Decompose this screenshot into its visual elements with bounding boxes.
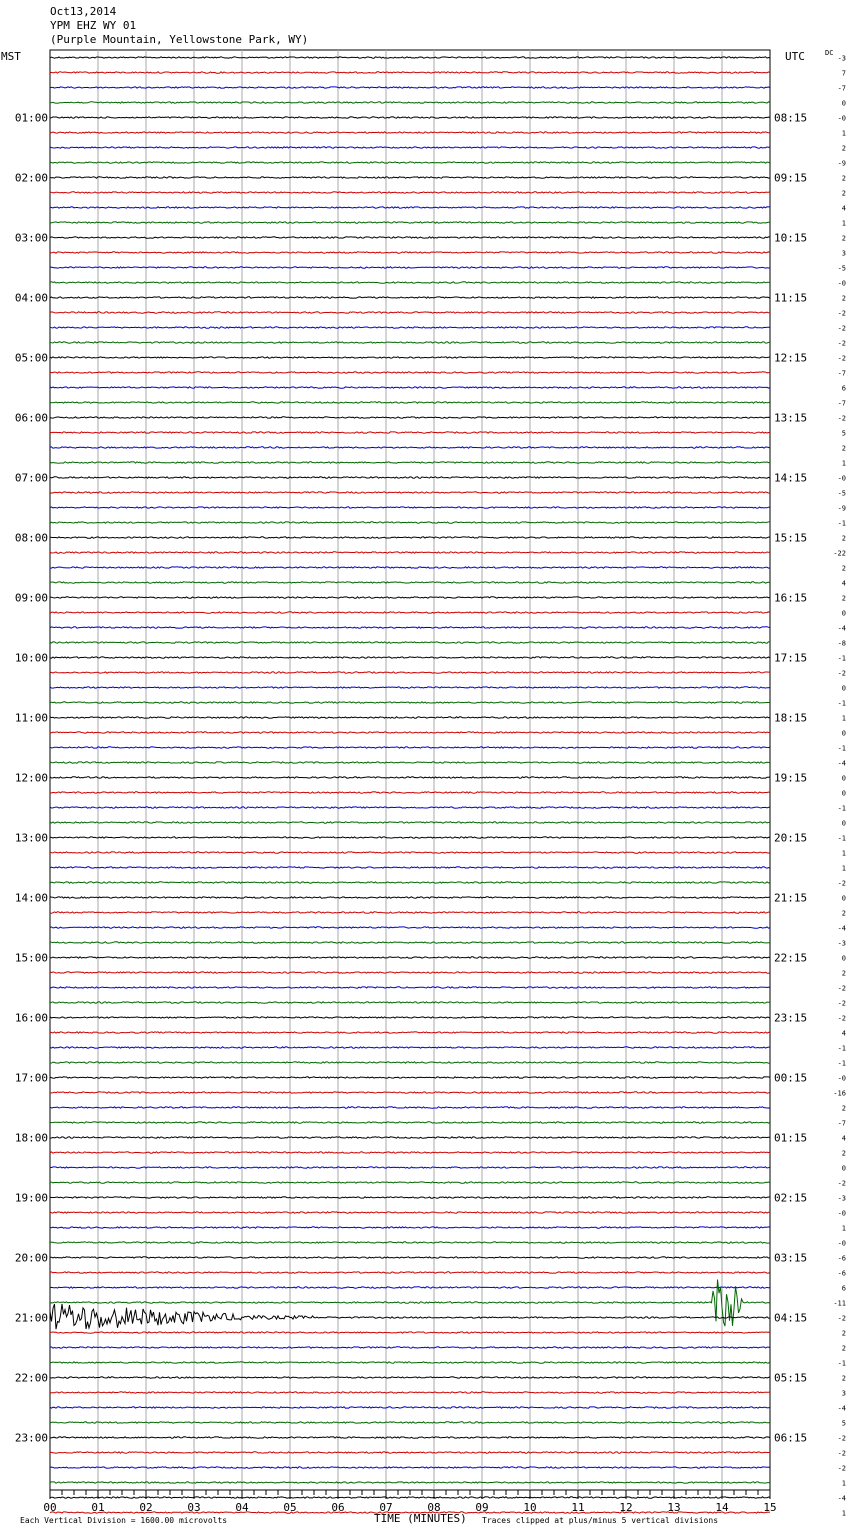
dc-offset-2: -7 bbox=[837, 84, 846, 93]
trace-92 bbox=[50, 1437, 770, 1438]
traces bbox=[50, 57, 770, 1513]
trace-34 bbox=[50, 567, 770, 568]
dc-offset-27: 1 bbox=[841, 459, 846, 468]
trace-56 bbox=[50, 897, 770, 898]
header-location: (Purple Mountain, Yellowstone Park, WY) bbox=[50, 33, 309, 46]
trace-88 bbox=[50, 1377, 770, 1378]
trace-53 bbox=[50, 852, 770, 853]
trace-20 bbox=[50, 357, 770, 358]
trace-5 bbox=[50, 132, 770, 133]
dc-offset-62: -2 bbox=[837, 984, 846, 993]
trace-25 bbox=[50, 432, 770, 433]
trace-91 bbox=[50, 1422, 770, 1423]
trace-33 bbox=[50, 552, 770, 553]
dc-offset-48: 0 bbox=[841, 774, 846, 783]
trace-87 bbox=[50, 1362, 770, 1363]
trace-29 bbox=[50, 492, 770, 493]
dc-offset-66: -1 bbox=[837, 1044, 846, 1053]
trace-96 bbox=[50, 1497, 770, 1498]
mst-hour-label: 11:00 bbox=[14, 711, 48, 725]
dc-offset-44: 1 bbox=[841, 714, 846, 723]
utc-hour-label: 19:15 bbox=[774, 771, 808, 785]
dc-offset-3: 0 bbox=[841, 99, 846, 108]
trace-66 bbox=[50, 1047, 770, 1048]
dc-offset-60: 0 bbox=[841, 954, 846, 963]
mst-hour-label: 18:00 bbox=[14, 1131, 48, 1145]
dc-offset-54: 1 bbox=[841, 864, 846, 873]
trace-19 bbox=[50, 342, 770, 343]
dc-offset-32: 2 bbox=[841, 534, 846, 543]
dc-header: DC bbox=[825, 49, 834, 57]
dc-offset-52: -1 bbox=[837, 834, 846, 843]
plot-frame bbox=[50, 50, 770, 1490]
trace-31 bbox=[50, 522, 770, 523]
dc-offset-73: 2 bbox=[841, 1149, 846, 1158]
trace-54 bbox=[50, 867, 770, 868]
trace-9 bbox=[50, 192, 770, 193]
utc-hour-label: 23:15 bbox=[774, 1011, 808, 1025]
trace-85 bbox=[50, 1332, 770, 1333]
dc-offset-69: -16 bbox=[833, 1089, 846, 1098]
mst-hour-label: 06:00 bbox=[14, 411, 48, 425]
trace-94 bbox=[50, 1467, 770, 1468]
dc-offset-83: -11 bbox=[833, 1299, 846, 1308]
trace-7 bbox=[50, 162, 770, 163]
trace-55 bbox=[50, 882, 770, 883]
dc-offset-18: -2 bbox=[837, 324, 846, 333]
dc-offset-59: -3 bbox=[837, 939, 846, 948]
trace-50 bbox=[50, 807, 770, 808]
trace-90 bbox=[50, 1407, 770, 1408]
utc-hour-label: 04:15 bbox=[774, 1311, 808, 1325]
trace-60 bbox=[50, 957, 770, 958]
mst-hour-label: 20:00 bbox=[14, 1251, 48, 1265]
utc-hour-label: 08:15 bbox=[774, 111, 808, 125]
dc-offset-34: 2 bbox=[841, 564, 846, 573]
trace-1 bbox=[50, 72, 770, 73]
trace-37 bbox=[50, 612, 770, 613]
trace-58 bbox=[50, 927, 770, 928]
trace-47 bbox=[50, 762, 770, 763]
dc-offset-11: 1 bbox=[841, 219, 846, 228]
mst-hour-label: 09:00 bbox=[14, 591, 48, 605]
x-tick-label: 09 bbox=[475, 1501, 489, 1514]
dc-offset-55: -2 bbox=[837, 879, 846, 888]
utc-hour-label: 00:15 bbox=[774, 1071, 808, 1085]
utc-hour-label: 15:15 bbox=[774, 531, 808, 545]
trace-46 bbox=[50, 747, 770, 748]
mst-hour-label: 12:00 bbox=[14, 771, 48, 785]
trace-72 bbox=[50, 1137, 770, 1138]
dc-offset-26: 2 bbox=[841, 444, 846, 453]
mst-hour-label: 05:00 bbox=[14, 351, 48, 365]
trace-6 bbox=[50, 147, 770, 148]
trace-80 bbox=[50, 1257, 770, 1258]
dc-offset-8: 2 bbox=[841, 174, 846, 183]
x-tick-label: 15 bbox=[763, 1501, 777, 1514]
dc-offset-64: -2 bbox=[837, 1014, 846, 1023]
dc-offset-33: -22 bbox=[833, 549, 846, 558]
mst-hour-label: 04:00 bbox=[14, 291, 48, 305]
dc-offset-58: -4 bbox=[837, 924, 846, 933]
utc-hour-label: 05:15 bbox=[774, 1371, 808, 1385]
dc-offset-19: -2 bbox=[837, 339, 846, 348]
dc-offset-22: 6 bbox=[841, 384, 846, 393]
trace-15 bbox=[50, 282, 770, 283]
dc-offset-88: 2 bbox=[841, 1374, 846, 1383]
dc-offset-63: -2 bbox=[837, 999, 846, 1008]
dc-offset-41: -2 bbox=[837, 669, 846, 678]
trace-16 bbox=[50, 297, 770, 298]
utc-hour-label: 09:15 bbox=[774, 171, 808, 185]
dc-offset-31: -1 bbox=[837, 519, 846, 528]
trace-41 bbox=[50, 672, 770, 673]
mst-label: MST bbox=[1, 50, 21, 63]
dc-offset-67: -1 bbox=[837, 1059, 846, 1068]
trace-22 bbox=[50, 387, 770, 388]
dc-offset-78: 1 bbox=[841, 1224, 846, 1233]
trace-21 bbox=[50, 372, 770, 373]
dc-offset-15: -0 bbox=[837, 279, 846, 288]
trace-71 bbox=[50, 1122, 770, 1123]
x-tick-label: 02 bbox=[139, 1501, 153, 1514]
dc-offset-79: -0 bbox=[837, 1239, 846, 1248]
utc-hour-label: 22:15 bbox=[774, 951, 808, 965]
dc-offset-76: -3 bbox=[837, 1194, 846, 1203]
x-tick-label: 03 bbox=[187, 1501, 201, 1514]
mst-hour-label: 07:00 bbox=[14, 471, 48, 485]
utc-hour-label: 10:15 bbox=[774, 231, 808, 245]
mst-hour-label: 10:00 bbox=[14, 651, 48, 665]
mst-hour-label: 22:00 bbox=[14, 1371, 48, 1385]
dc-offset-84: -2 bbox=[837, 1314, 846, 1323]
trace-93 bbox=[50, 1452, 770, 1453]
trace-51 bbox=[50, 822, 770, 823]
dc-offset-12: 2 bbox=[841, 234, 846, 243]
dc-offset-53: 1 bbox=[841, 849, 846, 858]
dc-offset-49: 0 bbox=[841, 789, 846, 798]
mst-hour-label: 15:00 bbox=[14, 951, 48, 965]
utc-hour-label: 13:15 bbox=[774, 411, 808, 425]
mst-hour-label: 17:00 bbox=[14, 1071, 48, 1085]
trace-57 bbox=[50, 912, 770, 913]
trace-82 bbox=[50, 1287, 770, 1288]
trace-65 bbox=[50, 1032, 770, 1033]
dc-offset-14: -5 bbox=[837, 264, 846, 273]
trace-69 bbox=[50, 1092, 770, 1093]
trace-42 bbox=[50, 687, 770, 688]
dc-offset-46: -1 bbox=[837, 744, 846, 753]
dc-offset-45: 0 bbox=[841, 729, 846, 738]
dc-offset-71: -7 bbox=[837, 1119, 846, 1128]
dc-offset-56: 0 bbox=[841, 894, 846, 903]
dc-offset-95: 1 bbox=[841, 1479, 846, 1488]
trace-77 bbox=[50, 1212, 770, 1213]
dc-offset-89: 3 bbox=[841, 1389, 846, 1398]
dc-offset-82: 6 bbox=[841, 1284, 846, 1293]
x-tick-label: 01 bbox=[91, 1501, 105, 1514]
utc-label: UTC bbox=[785, 50, 805, 63]
dc-offset-16: 2 bbox=[841, 294, 846, 303]
dc-offset-17: -2 bbox=[837, 309, 846, 318]
dc-offset-29: -5 bbox=[837, 489, 846, 498]
mst-hour-label: 08:00 bbox=[14, 531, 48, 545]
utc-hour-label: 17:15 bbox=[774, 651, 808, 665]
dc-offset-68: -0 bbox=[837, 1074, 846, 1083]
trace-63 bbox=[50, 1002, 770, 1003]
trace-52 bbox=[50, 837, 770, 838]
trace-13 bbox=[50, 252, 770, 253]
trace-17 bbox=[50, 312, 770, 313]
dc-offset-4: -0 bbox=[837, 114, 846, 123]
dc-offset-93: -2 bbox=[837, 1449, 846, 1458]
x-tick-label: 05 bbox=[283, 1501, 297, 1514]
clip-note: Traces clipped at plus/minus 5 vertical divisions bbox=[482, 1516, 719, 1525]
trace-83 bbox=[50, 1280, 770, 1327]
dc-offset-0: -3 bbox=[837, 54, 846, 63]
dc-offset-23: -7 bbox=[837, 399, 846, 408]
dc-offset-70: 2 bbox=[841, 1104, 846, 1113]
dc-offset-43: -1 bbox=[837, 699, 846, 708]
mst-hour-label: 13:00 bbox=[14, 831, 48, 845]
dc-offset-20: -2 bbox=[837, 354, 846, 363]
trace-35 bbox=[50, 582, 770, 583]
dc-offset-7: -9 bbox=[837, 159, 846, 168]
dc-offset-28: -0 bbox=[837, 474, 846, 483]
dc-offset-40: -1 bbox=[837, 654, 846, 663]
dc-offset-77: -0 bbox=[837, 1209, 846, 1218]
dc-offset-35: 4 bbox=[841, 579, 846, 588]
utc-hour-label: 12:15 bbox=[774, 351, 808, 365]
scale-note: Each Vertical Division = 1600.00 microvolts bbox=[20, 1516, 228, 1525]
x-axis-label: TIME (MINUTES) bbox=[374, 1512, 467, 1525]
mst-hour-label: 02:00 bbox=[14, 171, 48, 185]
dc-offset-5: 1 bbox=[841, 129, 846, 138]
trace-8 bbox=[50, 177, 770, 178]
x-tick-label: 07 bbox=[379, 1501, 393, 1514]
utc-hour-label: 03:15 bbox=[774, 1251, 808, 1265]
mst-hour-label: 21:00 bbox=[14, 1311, 48, 1325]
trace-79 bbox=[50, 1242, 770, 1243]
dc-offset-50: -1 bbox=[837, 804, 846, 813]
x-tick-label: 00 bbox=[43, 1501, 57, 1514]
dc-offset-39: -8 bbox=[837, 639, 846, 648]
x-tick-label: 11 bbox=[571, 1501, 585, 1514]
x-tick-label: 14 bbox=[715, 1501, 729, 1514]
trace-86 bbox=[50, 1347, 770, 1348]
dc-offset-47: -4 bbox=[837, 759, 846, 768]
dc-offset-36: 2 bbox=[841, 594, 846, 603]
dc-offset-65: 4 bbox=[841, 1029, 846, 1038]
trace-39 bbox=[50, 642, 770, 643]
dc-offset-24: -2 bbox=[837, 414, 846, 423]
x-tick-label: 13 bbox=[667, 1501, 681, 1514]
trace-49 bbox=[50, 792, 770, 793]
trace-27 bbox=[50, 462, 770, 463]
dc-offset-38: -4 bbox=[837, 624, 846, 633]
trace-32 bbox=[50, 537, 770, 538]
trace-64 bbox=[50, 1017, 770, 1018]
utc-hour-label: 21:15 bbox=[774, 891, 808, 905]
utc-hour-label: 01:15 bbox=[774, 1131, 808, 1145]
trace-24 bbox=[50, 417, 770, 418]
dc-offset-87: -1 bbox=[837, 1359, 846, 1368]
dc-offset-6: 2 bbox=[841, 144, 846, 153]
trace-30 bbox=[50, 507, 770, 508]
utc-hour-label: 02:15 bbox=[774, 1191, 808, 1205]
dc-offset-72: 4 bbox=[841, 1134, 846, 1143]
mst-hour-label: 16:00 bbox=[14, 1011, 48, 1025]
trace-4 bbox=[50, 117, 770, 118]
dc-offset-21: -7 bbox=[837, 369, 846, 378]
mst-hour-label: 23:00 bbox=[14, 1431, 48, 1445]
trace-23 bbox=[50, 402, 770, 403]
x-tick-label: 12 bbox=[619, 1501, 633, 1514]
trace-78 bbox=[50, 1227, 770, 1228]
trace-38 bbox=[50, 627, 770, 628]
trace-73 bbox=[50, 1152, 770, 1153]
dc-offset-1: 7 bbox=[841, 69, 846, 78]
trace-11 bbox=[50, 222, 770, 223]
utc-hour-label: 06:15 bbox=[774, 1431, 808, 1445]
dc-offset-37: 0 bbox=[841, 609, 846, 618]
trace-76 bbox=[50, 1197, 770, 1198]
x-tick-label: 06 bbox=[331, 1501, 345, 1514]
trace-95 bbox=[50, 1482, 770, 1483]
dc-offset-30: -9 bbox=[837, 504, 846, 513]
dc-offset-51: 0 bbox=[841, 819, 846, 828]
utc-hour-label: 14:15 bbox=[774, 471, 808, 485]
trace-62 bbox=[50, 987, 770, 988]
trace-26 bbox=[50, 447, 770, 448]
trace-70 bbox=[50, 1107, 770, 1108]
dc-offset-13: 3 bbox=[841, 249, 846, 258]
header-date: Oct13,2014 bbox=[50, 5, 117, 18]
x-tick-label: 10 bbox=[523, 1501, 537, 1514]
trace-36 bbox=[50, 597, 770, 598]
dc-offset-92: -2 bbox=[837, 1434, 846, 1443]
utc-hour-label: 16:15 bbox=[774, 591, 808, 605]
trace-67 bbox=[50, 1062, 770, 1063]
trace-84 bbox=[50, 1304, 770, 1329]
trace-10 bbox=[50, 207, 770, 208]
x-tick-label: 08 bbox=[427, 1501, 441, 1514]
x-tick-label: 04 bbox=[235, 1501, 249, 1514]
trace-89 bbox=[50, 1392, 770, 1393]
dc-offset-94: -2 bbox=[837, 1464, 846, 1473]
trace-81 bbox=[50, 1272, 770, 1273]
trace-61 bbox=[50, 972, 770, 973]
trace-68 bbox=[50, 1077, 770, 1078]
trace-14 bbox=[50, 267, 770, 268]
dc-offset-75: -2 bbox=[837, 1179, 846, 1188]
trace-74 bbox=[50, 1167, 770, 1168]
trace-12 bbox=[50, 237, 770, 238]
utc-hour-label: 11:15 bbox=[774, 291, 808, 305]
trace-28 bbox=[50, 477, 770, 478]
dc-offset-74: 0 bbox=[841, 1164, 846, 1173]
trace-3 bbox=[50, 102, 770, 103]
dc-offset-86: 2 bbox=[841, 1344, 846, 1353]
dc-offset-61: 2 bbox=[841, 969, 846, 978]
dc-offset-42: 0 bbox=[841, 684, 846, 693]
dc-offset-57: 2 bbox=[841, 909, 846, 918]
trace-40 bbox=[50, 657, 770, 658]
mst-hour-label: 19:00 bbox=[14, 1191, 48, 1205]
dc-offset-80: -6 bbox=[837, 1254, 846, 1263]
utc-hour-label: 20:15 bbox=[774, 831, 808, 845]
trace-2 bbox=[50, 87, 770, 88]
trace-75 bbox=[50, 1182, 770, 1183]
trace-43 bbox=[50, 702, 770, 703]
mst-hour-label: 14:00 bbox=[14, 891, 48, 905]
utc-hour-label: 18:15 bbox=[774, 711, 808, 725]
dc-offset-81: -6 bbox=[837, 1269, 846, 1278]
dc-offset-25: 5 bbox=[841, 429, 846, 438]
trace-18 bbox=[50, 327, 770, 328]
trace-45 bbox=[50, 732, 770, 733]
dc-offset-85: 2 bbox=[841, 1329, 846, 1338]
dc-offset-97: 1 bbox=[841, 1509, 846, 1518]
dc-offset-9: 2 bbox=[841, 189, 846, 198]
dc-offset-10: 4 bbox=[841, 204, 846, 213]
trace-48 bbox=[50, 777, 770, 778]
mst-hour-label: 03:00 bbox=[14, 231, 48, 245]
dc-offset-90: -4 bbox=[837, 1404, 846, 1413]
dc-offset-91: 5 bbox=[841, 1419, 846, 1428]
mst-hour-label: 01:00 bbox=[14, 111, 48, 125]
header-station: YPM EHZ WY 01 bbox=[50, 19, 137, 32]
trace-0 bbox=[50, 57, 770, 58]
trace-44 bbox=[50, 717, 770, 718]
dc-offset-96: -4 bbox=[837, 1494, 846, 1503]
trace-59 bbox=[50, 942, 770, 943]
